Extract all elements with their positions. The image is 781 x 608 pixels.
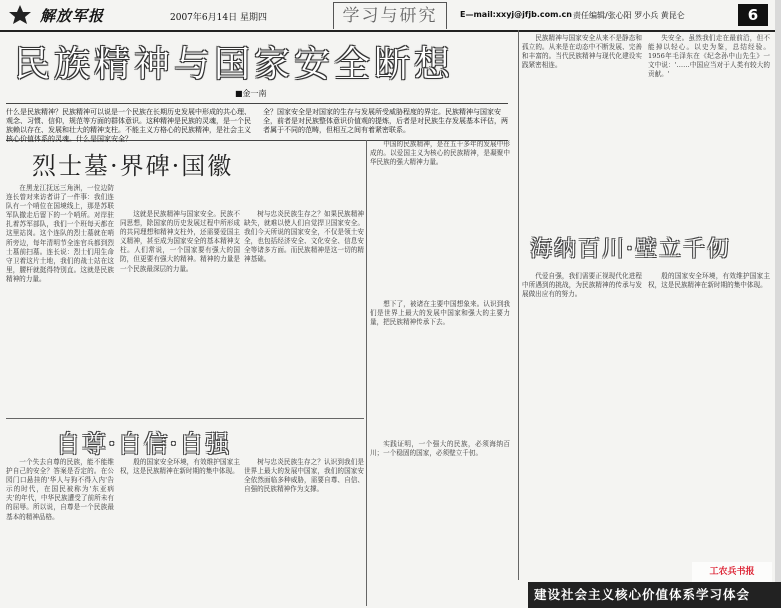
article-title: 民族精神与国家安全断想 bbox=[14, 44, 455, 85]
section2-col1 bbox=[6, 458, 114, 604]
section2-col3-text: 树与忠炎民族生存之？认识到我们是世界上最大的发展中国家，我们的国家安全依然面临多种威胁，需要自尊、自信、自强的民族精神作为支撑。 bbox=[244, 458, 364, 494]
article-intro bbox=[6, 103, 508, 141]
section1-col1-text: 在黑龙江抚远三角洲，一位边防连长曾对来访者讲了一件事：我们连队有一个哨位在国境线上，那是苏联军队撤走后留下的一个哨所。对岸驻扎着苏军部队，我们一个班每天都在这里站岗。这个连队的烈士墓就在哨所旁边，每年清明节全连官兵都到烈士墓前扫墓。连长说：烈士们用生命守卫着这片土地，我们的战士站在这里，腰杆就挺得特别直。这就是民族精神的力量。 bbox=[6, 184, 114, 283]
right-col1 bbox=[522, 34, 642, 244]
section2-col2 bbox=[120, 458, 240, 604]
column-rule bbox=[518, 30, 519, 580]
right-col3-text: 代爱自强，我们需要正视现代化进程中所遇到的挑战，为民族精神的传承与发展做出应有的努力。 bbox=[522, 272, 642, 299]
right-col3 bbox=[522, 272, 642, 577]
right-col2-text: 失安全。虽然我们走在最前沿，但不能掉以轻心。以史为鉴，总结经验。1956年毛泽东在《纪念孙中山先生》一文中说：'……中国应当对于人类有较大的贡献。' bbox=[648, 34, 770, 79]
section1-col1 bbox=[6, 184, 114, 434]
issue-date: 2007年6月14日 星期四 bbox=[170, 13, 267, 23]
section3-col-c bbox=[370, 440, 510, 605]
section2-col2-text: 殷的国家安全环境，有效维护国家主权，这是民族精神在新时期的集中体现。 bbox=[120, 458, 240, 476]
section2-heading: 自尊·自信·自强 bbox=[56, 430, 232, 458]
right-col4 bbox=[648, 272, 770, 557]
right-col4-text: 殷的国家安全环境，有效维护国家主权，这是民族精神在新时期的集中体现。 bbox=[648, 272, 770, 290]
section-email[interactable]: E—mail:xxyj@jfjb.com.cn bbox=[460, 10, 572, 19]
section1-col4 bbox=[370, 140, 510, 300]
section1-heading: 烈士墓·界碑·国徽 bbox=[32, 152, 234, 180]
masthead bbox=[0, 0, 775, 32]
section3-col-a bbox=[370, 300, 510, 430]
section3-heading: 海纳百川·壁立千仞 bbox=[530, 237, 731, 262]
article-byline: ■金一南 bbox=[235, 89, 267, 98]
right-col2 bbox=[648, 34, 770, 244]
section-title: 学习与研究 bbox=[333, 2, 447, 29]
section1-col4-text: 中国的民族精神，是在五千多年的发展中形成的。以爱国主义为核心的民族精神，是凝聚中华民族的强大精神力量。 bbox=[370, 140, 510, 167]
section-divider bbox=[6, 418, 364, 419]
section3-col-a-text: 想下了，被诸在主要中国想象来。认识到我们是世界上最大的发展中国家和强大的主要力量，把民族精神传承下去。 bbox=[370, 300, 510, 327]
newspaper-logo: 解放军报 bbox=[40, 7, 105, 25]
section1-col2 bbox=[120, 210, 240, 425]
site-watermark: 工农兵书报 bbox=[692, 562, 772, 582]
intro-left: 什么是民族精神？民族精神可以说是一个民族在长期历史发展中形成的共心理、观念、习惯、信仰，规范等方面的群体意识。这种精神是民族的灵魂，是一个民族赖以存在、发展和壮大的精神支柱。不能主义方格心的民族精神，是社会主义核心价值体系的灵魂。什么是国家安全？ bbox=[6, 108, 251, 143]
series-banner: 建设社会主义核心价值体系学习体会 bbox=[528, 582, 781, 608]
army-emblem-icon bbox=[6, 3, 34, 25]
column-rule bbox=[366, 140, 367, 606]
section1-col3-text: 树与忠炎民族生存之？如果民族精神缺失，就难以使人们自觉捍卫国家安全。我们今天所说的国家安全，不仅是领土安全，也包括经济安全、文化安全、信息安全等诸多方面。而民族精神是这一切的精神基础。 bbox=[244, 210, 364, 264]
page-number: 6 bbox=[738, 4, 768, 26]
section1-col3 bbox=[244, 210, 364, 380]
section2-col3 bbox=[244, 458, 364, 604]
intro-right: 全？国家安全是对国家的生存与发展所受威胁程度的界定。民族精神与国家安全，前者是对民族整体意识价值观的提炼，后者是对民族生存发展基本评估，两者属于不同的范畴，但相互之间有着紧密联系。 bbox=[263, 108, 508, 134]
section2-col1-text: 一个失去自尊的民族，能不能维护自己的安全？答案是否定的。在公园门口悬挂的'华人与狗不得入内'告示的时代，在国民被称为'东亚病夫'的年代，中华民族遭受了前所未有的屈辱。所以说，自尊是一个民族最基本的精神品格。 bbox=[6, 458, 114, 521]
right-col1-text: 民族精神与国家安全从来不是静态和孤立的。从来是在动态中不断发展、完善和丰富的。当代民族精神与现代化建设实践紧密相连。 bbox=[522, 34, 642, 70]
editor-credits: 责任编辑/张心阳 罗小兵 黄昆仑 bbox=[573, 11, 685, 20]
section1-col2-text: 这就是民族精神与国家安全。民族不同思想，除国家的历史发展过程中所形成的共同理想和精神支柱外，还需要爱国主义精神，甚至成为国家安全的基本精神支柱。人们常说，一个国家要有强大的国防，但更要有强大的精神。精神的力量是一个民族最深层的力量。 bbox=[120, 210, 240, 273]
section3-col-c-text: 实践证明，一个强大的民族，必须海纳百川；一个稳固的国家，必须壁立千仞。 bbox=[370, 440, 510, 458]
